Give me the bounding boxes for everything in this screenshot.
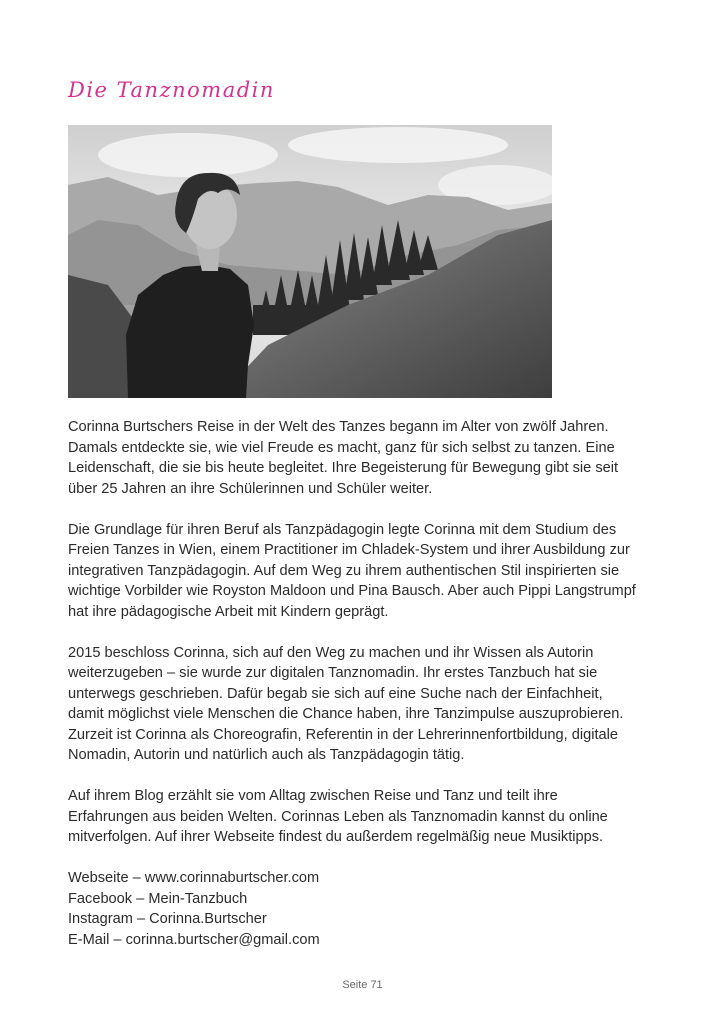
instagram-link[interactable]: Instagram – Corinna.Burtscher (68, 911, 267, 927)
text-line: Erfahrungen aus beiden Welten. Corinnas Leben als Tanznomadin kannst du online (68, 808, 608, 825)
text-line: Leidenschaft, die sie bis heute begleitet. Ihre Begeisterung für Bewegung gibt sie seit (68, 460, 619, 476)
contact-links (68, 868, 668, 950)
text-line: über 25 Jahren an ihre Schülerinnen und Schüler weiter. (68, 480, 433, 497)
text-line: Auf ihrem Blog erzählt sie vom Alltag zwischen Reise und Tanz und teilt ihre (68, 788, 558, 804)
page-title: Die Tanznomadin (68, 78, 275, 102)
text-line: hat ihre pädagogische Arbeit mit Kindern geprägt. (68, 603, 389, 620)
text-line: weiterzugeben – sie wurde zur digitalen Tanznomadin. Ihr erstes Tanzbuch hat sie (68, 665, 598, 681)
paragraph-2 (68, 520, 668, 623)
email-link[interactable]: E-Mail – corinna.burtscher@gmail.com (68, 931, 320, 948)
paragraph-3 (68, 643, 668, 766)
facebook-link[interactable]: Facebook – Mein-Tanzbuch (68, 890, 248, 907)
text-line: Nomadin, Autorin und natürlich auch als Tanzpädagogin tätig. (68, 747, 465, 763)
paragraph-1 (68, 417, 668, 499)
text-line: Freien Tanzes in Wien, einem Practitioner im Chladek-System und ihrer Ausbildung zur (68, 542, 630, 558)
text-line: 2015 beschloss Corinna, sich auf den Weg zu machen und ihr Wissen als Autorin (68, 644, 594, 661)
portrait-photo (68, 125, 552, 398)
page-number: Seite 71 (342, 979, 383, 991)
text-line: mitverfolgen. Auf ihrer Webseite findest du außerdem regelmäßig neue Musiktipps. (68, 829, 604, 845)
text-line: unterwegs geschrieben. Dafür begab sie sich auf eine Suche nach der Einfachheit, (68, 685, 603, 702)
text-line: damit möglichst viele Menschen die Chance haben, ihre Tanzimpulse auszuprobieren. (68, 706, 624, 722)
text-line: Die Grundlage für ihren Beruf als Tanzpädagogin legte Corinna mit dem Studium des (68, 521, 617, 538)
text-line: Zurzeit ist Corinna als Choreografin, Referentin in der Lehrerinnenfortbildung, digitale (68, 726, 619, 743)
text-line: Corinna Burtschers Reise in der Welt des Tanzes begann im Alter von zwölf Jahren. (68, 419, 609, 435)
text-line: wichtige Vorbilder wie Royston Maldoon und Pina Bausch. Aber auch Pippi Langstrumpf (68, 583, 636, 599)
website-link[interactable]: Webseite – www.corinnaburtscher.com (68, 870, 320, 886)
text-line: Damals entdeckte sie, wie viel Freude es macht, ganz für sich selbst zu tanzen. Eine (68, 439, 615, 456)
paragraph-4 (68, 786, 668, 848)
body-text (68, 417, 668, 950)
text-line: integrativen Tanzpädagogin. Auf dem Weg zu ihrem authentischen Stil inspirierten sie (68, 562, 620, 579)
